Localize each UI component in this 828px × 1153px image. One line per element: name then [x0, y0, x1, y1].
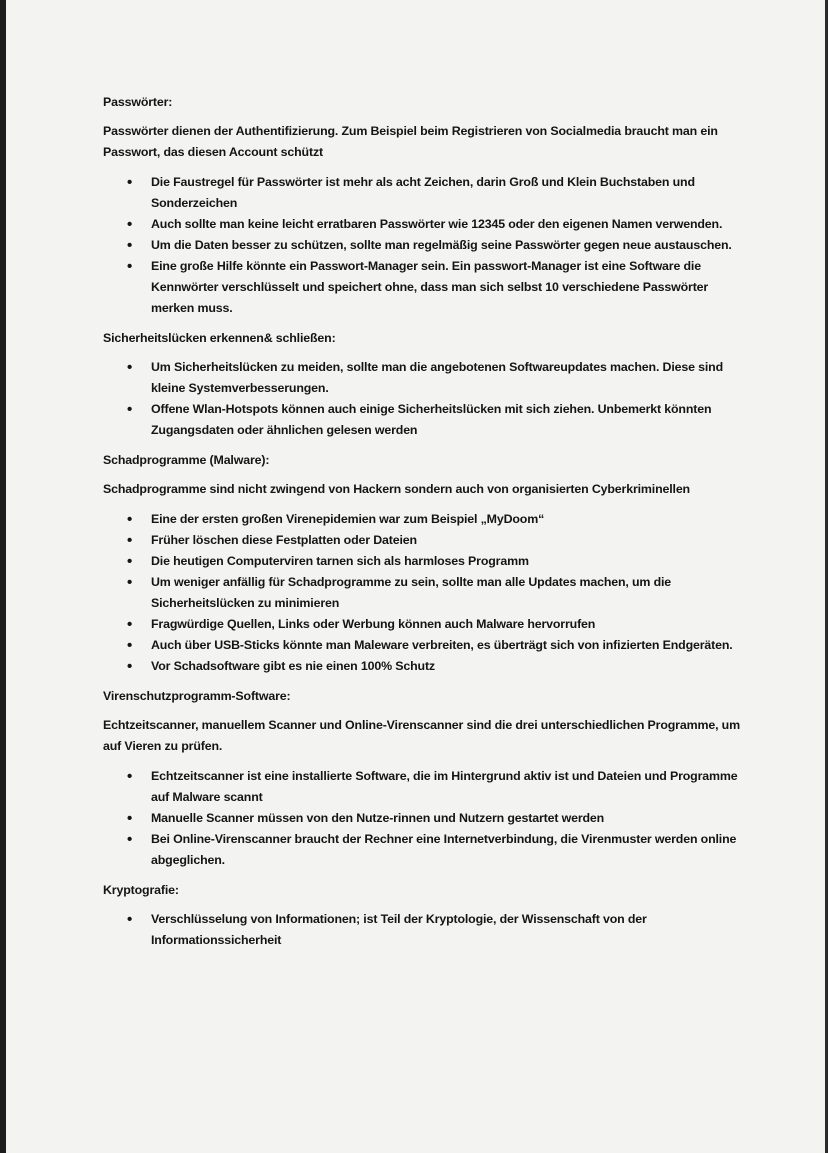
section-paragraph: Schadprogramme sind nicht zwingend von Hackern sondern auch von organisierten Cyberkriminellen [103, 482, 690, 496]
section-paragraph: Passwörter dienen der Authentifizierung. Zum Beispiel beim Registrieren von Socialmedia braucht man ein Passwort, das diesen Account schützt [103, 124, 718, 159]
list-item: • Offene Wlan-Hotspots können auch einige Sicherheitslücken mit sich ziehen. Unbemerkt könnten Zugangsdaten oder ähnlichen gelesen werden [151, 399, 743, 441]
section-kryptografie [103, 880, 743, 951]
section-heading: Kryptografie: [103, 883, 179, 897]
list-item: • Manuelle Scanner müssen von den Nutze-rinnen und Nutzern gestartet werden [151, 808, 743, 829]
list-item: • Eine große Hilfe könnte ein Passwort-Manager sein. Ein passwort-Manager ist eine Software die Kennwörter verschlüsselt und speichert ohne, dass man sich selbst 10 verschiedene Passwörter merken muss. [151, 256, 743, 319]
section-paragraph: Echtzeitscanner, manuellem Scanner und Online-Virenscanner sind die drei unterschiedlichen Programme, um auf Vieren zu prüfen. [103, 718, 740, 753]
section-schadprogramme [103, 450, 743, 677]
list-item: • Auch sollte man keine leicht erratbaren Passwörter wie 12345 oder den eigenen Namen verwenden. [151, 214, 743, 235]
list-item: • Um Sicherheitslücken zu meiden, sollte man die angebotenen Softwareupdates machen. Diese sind kleine Systemverbesserungen. [151, 357, 743, 399]
section-passwoerter [103, 92, 743, 319]
bullet-list [103, 172, 743, 319]
bullet-list [103, 357, 743, 441]
list-item: • Auch über USB-Sticks könnte man Maleware verbreiten, es überträgt sich von infizierten Endgeräten. [151, 635, 743, 656]
section-heading: Sicherheitslücken erkennen& schließen: [103, 331, 336, 345]
list-item: • Um weniger anfällig für Schadprogramme zu sein, sollte man alle Updates machen, um die Sicherheitslücken zu minimieren [151, 572, 743, 614]
list-item: • Bei Online-Virenscanner braucht der Rechner eine Internetverbindung, die Virenmuster werden online abgeglichen. [151, 829, 743, 871]
list-item: • Die heutigen Computerviren tarnen sich als harmloses Programm [151, 551, 743, 572]
bullet-list [103, 509, 743, 677]
list-item: • Die Faustregel für Passwörter ist mehr als acht Zeichen, darin Groß und Klein Buchstaben und Sonderzeichen [151, 172, 743, 214]
section-heading: Passwörter: [103, 95, 173, 109]
scan-edge-left [0, 0, 6, 1153]
section-sicherheitsluecken [103, 328, 743, 441]
document-page [103, 92, 743, 960]
bullet-list [103, 909, 743, 951]
list-item: • Früher löschen diese Festplatten oder Dateien [151, 530, 743, 551]
list-item: • Verschlüsselung von Informationen; ist Teil der Kryptologie, der Wissenschaft von der Informationssicherheit [151, 909, 743, 951]
list-item: • Vor Schadsoftware gibt es nie einen 100% Schutz [151, 656, 743, 677]
section-heading: Virenschutzprogramm-Software: [103, 689, 291, 703]
bullet-list [103, 766, 743, 871]
list-item: • Eine der ersten großen Virenepidemien war zum Beispiel „MyDoom“ [151, 509, 743, 530]
list-item: • Um die Daten besser zu schützen, sollte man regelmäßig seine Passwörter gegen neue austauschen. [151, 235, 743, 256]
section-heading: Schadprogramme (Malware): [103, 453, 270, 467]
list-item: • Echtzeitscanner ist eine installierte Software, die im Hintergrund aktiv ist und Dateien und Programme auf Malware scannt [151, 766, 743, 808]
section-virenschutz [103, 686, 743, 871]
list-item: • Fragwürdige Quellen, Links oder Werbung können auch Malware hervorrufen [151, 614, 743, 635]
